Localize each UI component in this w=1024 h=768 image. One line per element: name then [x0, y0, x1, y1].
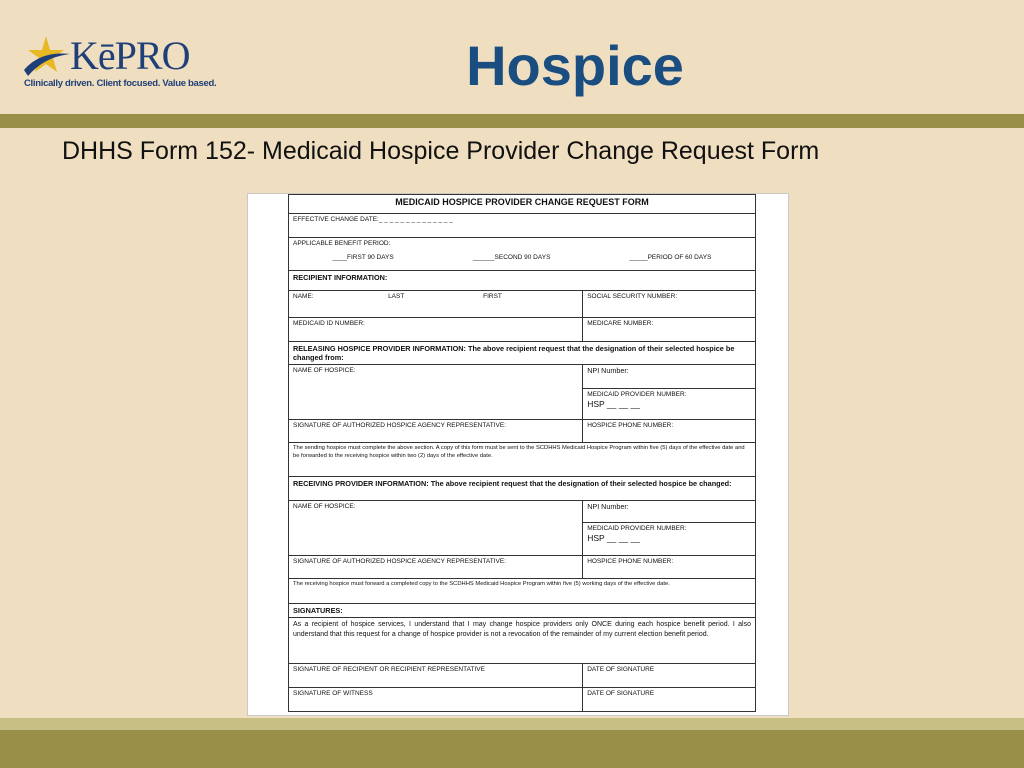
receiving-provider-number-cell	[583, 523, 756, 556]
benefit-period-cell	[289, 238, 756, 271]
medicaid-id-label: MEDICAID ID NUMBER:	[289, 318, 583, 342]
witness-signature-label: SIGNATURE OF WITNESS	[289, 688, 583, 712]
period-60: _____PERIOD OF 60 DAYS	[629, 254, 712, 261]
signatures-statement: As a recipient of hospice services, I understand that I may change hospice providers only ONCE during each hospice benefit period. I also understand that this request for a change of hospice provider is not a revocation of the remainder of my current election benefit period.	[289, 618, 756, 664]
signatures-heading: SIGNATURES:	[289, 604, 756, 618]
period-second-90: ______SECOND 90 DAYS	[472, 254, 551, 261]
receiving-note: The receiving hospice must forward a completed copy to the SCDHHS Medicaid Hospice Program within five (5) working days of the effective date.	[289, 579, 756, 604]
ssn-label: SOCIAL SECURITY NUMBER:	[583, 291, 756, 318]
form-image	[247, 193, 789, 716]
releasing-phone-label: HOSPICE PHONE NUMBER:	[583, 420, 756, 443]
releasing-note: The sending hospice must complete the above section. A copy of this form must be sent to the SCDHHS Medicaid Hospice Program within five (5) days of the effective date and be forwarded to the receiving hospice within two (2) days of the effective date.	[289, 443, 756, 477]
star-swoosh-icon	[22, 34, 72, 80]
logo-tagline: Clinically driven. Client focused. Value based.	[24, 78, 217, 89]
receiving-heading: RECEIVING PROVIDER INFORMATION: The above recipient request that the designation of their selected hospice be changed:	[289, 477, 756, 501]
releasing-provider-number-cell	[583, 389, 756, 420]
releasing-hsp: HSP __ __ __	[587, 399, 640, 409]
date-of-signature-2: DATE OF SIGNATURE	[583, 688, 756, 712]
top-divider-band	[0, 114, 1024, 128]
receiving-phone-label: HOSPICE PHONE NUMBER:	[583, 556, 756, 579]
recipient-signature-label: SIGNATURE OF RECIPIENT OR RECIPIENT REPRESENTATIVE	[289, 664, 583, 688]
form-title: MEDICAID HOSPICE PROVIDER CHANGE REQUEST FORM	[289, 195, 756, 214]
recipient-heading: RECIPIENT INFORMATION:	[289, 271, 756, 291]
logo-wordmark: KēPRO	[70, 33, 190, 78]
receiving-signature-label: SIGNATURE OF AUTHORIZED HOSPICE AGENCY REPRESENTATIVE:	[289, 556, 583, 579]
receiving-npi: NPI Number:	[583, 501, 756, 523]
last-label: LAST	[388, 293, 405, 300]
benefit-period-options	[293, 254, 751, 262]
medicare-label: MEDICARE NUMBER:	[583, 318, 756, 342]
receiving-provider-number-label: MEDICAID PROVIDER NUMBER:	[587, 525, 687, 532]
date-of-signature-1: DATE OF SIGNATURE	[583, 664, 756, 688]
releasing-heading: RELEASING HOSPICE PROVIDER INFORMATION: The above recipient request that the designation of their selected hospice be changed from:	[289, 342, 756, 365]
bottom-band	[0, 718, 1024, 768]
benefit-period-label: APPLICABLE BENEFIT PERIOD:	[293, 240, 391, 247]
effective-change-date: EFFECTIVE CHANGE DATE:_ _ _ _ _ _ _ _ _ _ _ _ _ _	[289, 214, 756, 238]
slide-subtitle: DHHS Form 152- Medicaid Hospice Provider Change Request Form	[62, 137, 820, 165]
recipient-name-cell	[289, 291, 583, 318]
releasing-provider-number-label: MEDICAID PROVIDER NUMBER:	[587, 391, 687, 398]
slide-title: Hospice	[466, 34, 684, 97]
receiving-hsp: HSP __ __ __	[587, 533, 640, 543]
change-request-form	[288, 194, 756, 712]
releasing-signature-label: SIGNATURE OF AUTHORIZED HOSPICE AGENCY REPRESENTATIVE:	[289, 420, 583, 443]
first-label: FIRST	[483, 293, 502, 300]
releasing-npi: NPI Number:	[583, 365, 756, 389]
releasing-hospice-name: NAME OF HOSPICE:	[289, 365, 583, 420]
kepro-logo	[20, 34, 220, 94]
period-first-90: ____FIRST 90 DAYS	[332, 254, 394, 261]
name-label: NAME:	[293, 293, 314, 300]
receiving-hospice-name: NAME OF HOSPICE:	[289, 501, 583, 556]
